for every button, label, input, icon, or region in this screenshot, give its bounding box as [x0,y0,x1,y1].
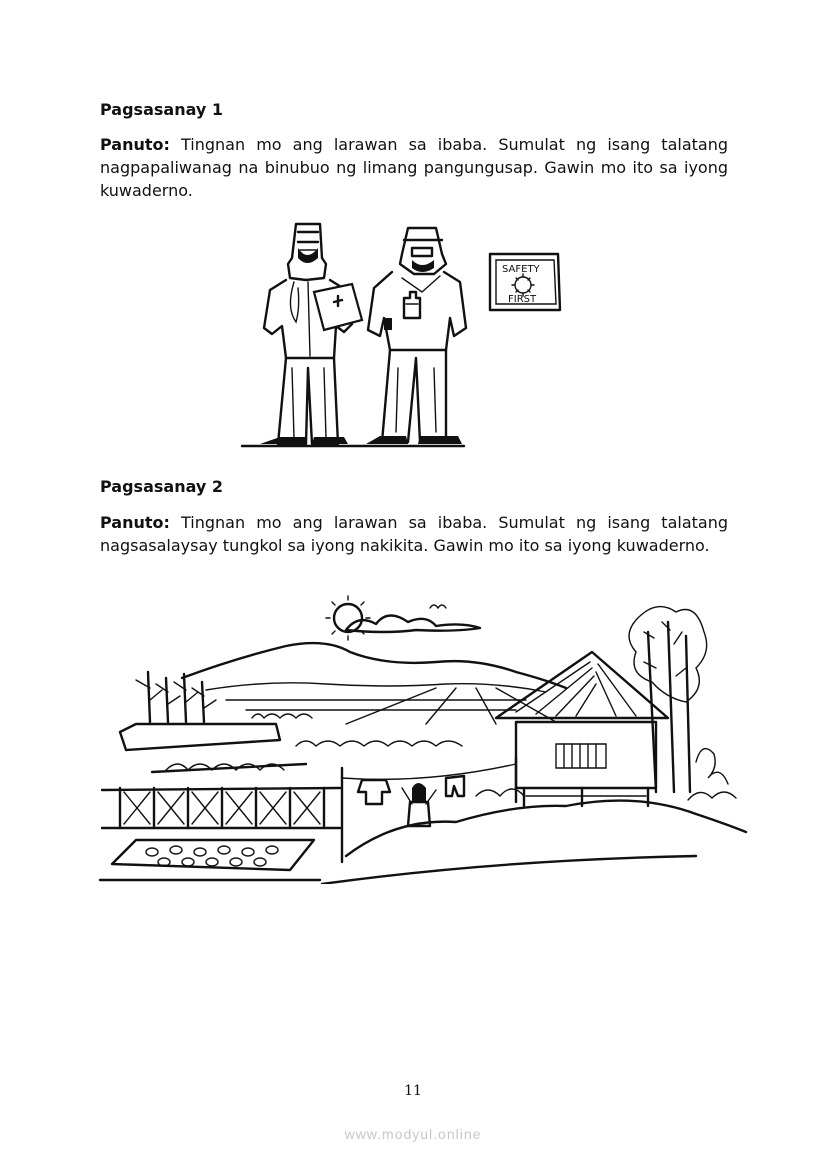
health-worker-right [366,228,466,444]
nipa-hut [496,652,668,806]
safety-first-sign [490,254,560,310]
corn-plants [136,672,216,722]
health-worker-left [260,224,362,444]
health-workers-illustration [240,218,566,454]
watermark: www.modyul.online [344,1126,482,1142]
rural-landscape-illustration [96,592,752,884]
exercise2-instruction [100,511,728,557]
exercise2-title: Pagsasanay 2 [100,477,224,496]
page-number: 11 [404,1083,422,1099]
exercise1-title: Pagsasanay 1 [100,100,224,119]
exercise1-instruction-label: Panuto: [100,135,170,154]
seedbed [112,840,314,870]
girl-figure [402,783,436,826]
vine-fence [102,788,340,828]
sign-line2: FIRST [508,294,537,305]
sun-icon [326,596,370,640]
sign-line1: SAFETY [502,264,540,275]
exercise1-instruction [100,133,728,202]
bamboo-trees [629,607,728,792]
exercise2-instruction-label: Panuto: [100,513,170,532]
exercise1-instruction-text: Tingnan mo ang larawan sa ibaba. Sumulat ng isang talatang nagpapaliwanag na binubuo ng limang pangungusap. Gawin mo ito sa iyong kuwaderno. [100,135,729,200]
exercise2-instruction-text: Tingnan mo ang larawan sa ibaba. Sumulat ng isang talatang nagsasalaysay tungkol sa iyong nakikita. Gawin mo ito sa iyong kuwaderno. [100,513,729,555]
